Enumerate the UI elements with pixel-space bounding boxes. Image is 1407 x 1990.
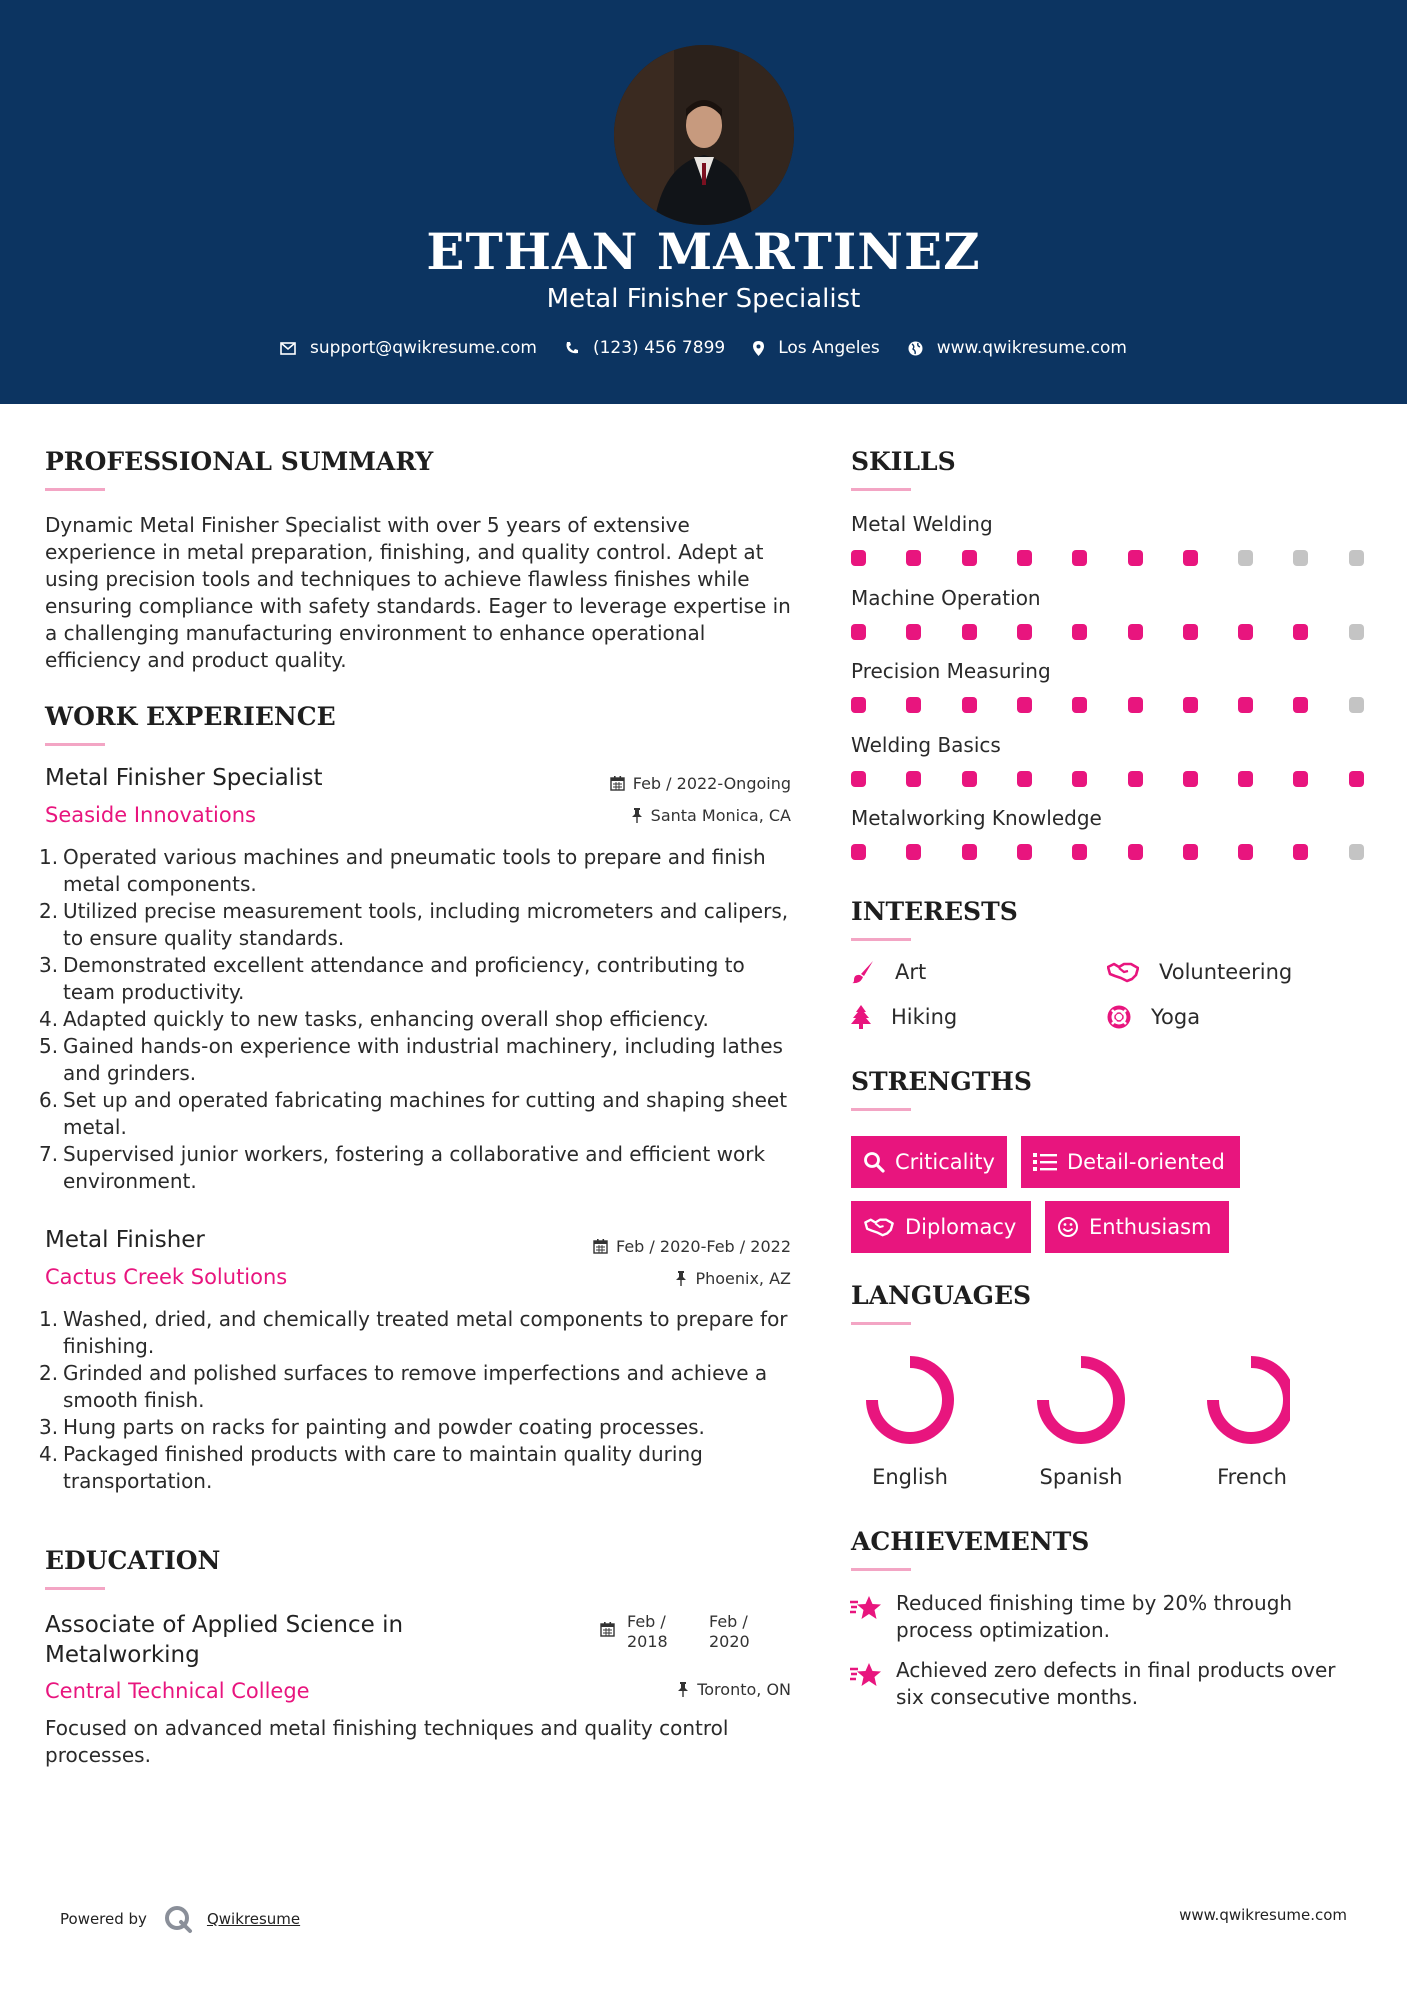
footer-website[interactable]: www.qwikresume.com	[1179, 1906, 1347, 1924]
interest-label: Yoga	[1151, 1005, 1201, 1029]
skill-dot-filled	[1072, 624, 1087, 640]
calendar-icon	[593, 1239, 608, 1254]
skill-dot-filled	[1128, 771, 1143, 787]
calendar-icon	[600, 1622, 615, 1637]
skill-dot-filled	[1128, 844, 1143, 860]
job-bullets	[39, 1306, 795, 1495]
job-company: Cactus Creek Solutions	[45, 1265, 288, 1289]
skill-dot-empty	[1293, 550, 1308, 566]
skill-name: Metalworking Knowledge	[851, 806, 1102, 830]
strength-badge-detail-oriented	[1021, 1136, 1240, 1188]
skill-dot-filled	[1183, 844, 1198, 860]
achievement-text: Reduced finishing time by 20% through process optimization.	[896, 1591, 1293, 1642]
email-text: support@qwikresume.com	[310, 338, 537, 358]
skill-rating	[851, 624, 1367, 640]
interest-item-art	[851, 960, 926, 984]
skill-dot-filled	[1072, 771, 1087, 787]
skill-dot-empty	[1349, 624, 1364, 640]
powered-by-text: Powered by	[60, 1910, 147, 1928]
achievements-heading: ACHIEVEMENTS	[851, 1527, 1090, 1556]
search-icon	[863, 1151, 885, 1173]
interest-item-volunteering	[1107, 960, 1292, 984]
skill-dot-filled	[1293, 771, 1308, 787]
skill-dot-filled	[851, 624, 866, 640]
pushpin-icon	[631, 808, 643, 823]
skill-dot-filled	[906, 697, 921, 713]
achievement-text: Achieved zero defects in final products over six consecutive months.	[896, 1658, 1336, 1709]
job-date	[593, 1237, 791, 1256]
skill-rating	[851, 550, 1367, 566]
interests-underline	[851, 938, 911, 941]
footer-powered-by	[60, 1904, 300, 1934]
skill-dot-filled	[1238, 624, 1253, 640]
skill-dot-filled	[1072, 550, 1087, 566]
skill-dot-filled	[1128, 550, 1143, 566]
languages-underline	[851, 1322, 911, 1325]
skill-dot-filled	[851, 771, 866, 787]
job-location	[631, 806, 791, 825]
degree-title: Associate of Applied Science in Metalworking	[45, 1612, 404, 1668]
skill-dot-filled	[1238, 697, 1253, 713]
list-icon	[1033, 1152, 1057, 1172]
school-name: Central Technical College	[45, 1679, 310, 1703]
interest-label: Hiking	[891, 1005, 958, 1029]
phone-text: (123) 456 7899	[592, 338, 726, 358]
skill-dot-filled	[962, 697, 977, 713]
skill-dot-filled	[1349, 771, 1364, 787]
strength-badge-diplomacy	[851, 1201, 1031, 1253]
profile-photo	[614, 45, 794, 225]
skill-dot-filled	[1128, 624, 1143, 640]
skills-heading: SKILLS	[851, 447, 956, 476]
globe-icon	[908, 341, 923, 356]
skill-dot-filled	[1183, 550, 1198, 566]
skill-dot-filled	[1183, 624, 1198, 640]
skill-rating	[851, 771, 1367, 787]
skill-dot-filled	[1072, 844, 1087, 860]
list-item: 2. Utilized precise measurement tools, including micrometers and calipers, to ensure quality standards.	[39, 899, 789, 950]
skill-dot-filled	[906, 550, 921, 566]
language-label: English	[872, 1465, 948, 1489]
skill-dot-filled	[1017, 550, 1032, 566]
skill-dot-filled	[1238, 771, 1253, 787]
list-item: 7. Supervised junior workers, fostering a collaborative and efficient work environment.	[39, 1142, 766, 1193]
education-start-date: Feb / 2018	[627, 1612, 668, 1651]
qwikresume-link[interactable]: Qwikresume	[206, 1910, 301, 1928]
skill-dot-filled	[906, 771, 921, 787]
job-date-text: Feb / 2020-Feb / 2022	[616, 1237, 791, 1256]
skill-dot-filled	[1017, 771, 1032, 787]
skill-name: Precision Measuring	[851, 659, 1051, 683]
skill-dot-filled	[1017, 844, 1032, 860]
skill-rating	[851, 697, 1367, 713]
job-title: Metal Finisher	[45, 1227, 205, 1253]
lifering-icon	[1107, 1005, 1131, 1029]
job-date	[610, 774, 791, 793]
contact-email[interactable]	[280, 338, 537, 358]
skill-dot-filled	[1072, 697, 1087, 713]
star-icon	[849, 1594, 883, 1622]
tree-icon	[851, 1005, 871, 1029]
smile-icon	[1057, 1216, 1079, 1238]
languages-heading: LANGUAGES	[851, 1281, 1032, 1310]
interest-label: Art	[895, 960, 927, 984]
skill-dot-filled	[1238, 844, 1253, 860]
skill-dot-filled	[1293, 624, 1308, 640]
strength-label: Diplomacy	[905, 1215, 1017, 1239]
contact-website[interactable]	[908, 338, 1127, 358]
job-bullets	[39, 844, 795, 1195]
skill-dot-empty	[1238, 550, 1253, 566]
pushpin-icon	[675, 1271, 687, 1286]
job-company: Seaside Innovations	[45, 803, 256, 827]
language-label: French	[1217, 1465, 1287, 1489]
skill-dot-filled	[1128, 697, 1143, 713]
qwikresume-logo-icon	[163, 1904, 193, 1934]
interest-item-hiking	[851, 1005, 957, 1029]
skill-dot-filled	[962, 771, 977, 787]
skill-name: Welding Basics	[851, 732, 1001, 757]
education-description: Focused on advanced metal finishing techniques and quality control processes.	[45, 1716, 729, 1767]
language-rings	[850, 1345, 1290, 1455]
education-heading: EDUCATION	[45, 1546, 221, 1575]
list-item: 5. Gained hands-on experience with industrial machinery, including lathes and grinders.	[39, 1034, 783, 1085]
interest-item-yoga	[1107, 1005, 1200, 1029]
experience-underline	[45, 743, 105, 746]
list-item: 4. Packaged finished products with care to maintain quality during transportation.	[39, 1442, 703, 1493]
summary-text: Dynamic Metal Finisher Specialist with over 5 years of extensive experience in metal preparation, finishing, and quality control. Adept at using precision tools and techniques to achieve flawless finishes while ensuring compliance with safety standards. Eager to leverage expertise in a challenging manufacturing environment to enhance operational efficiency and product quality.	[45, 513, 791, 672]
skill-dot-filled	[1017, 624, 1032, 640]
experience-heading: WORK EXPERIENCE	[45, 702, 336, 731]
handshake-icon	[863, 1217, 895, 1237]
education-location-text: Toronto, ON	[697, 1680, 791, 1699]
skill-dot-filled	[1183, 697, 1198, 713]
handshake-icon	[1107, 961, 1139, 983]
star-icon	[849, 1661, 883, 1689]
skill-name: Metal Welding	[851, 512, 993, 536]
achievements-underline	[851, 1568, 911, 1571]
language-ring-spanish	[1043, 1362, 1119, 1438]
skill-dot-filled	[962, 550, 977, 566]
skills-underline	[851, 488, 911, 491]
education-end-date: Feb / 2020	[709, 1612, 750, 1651]
list-item: 6. Set up and operated fabricating machines for cutting and shaping sheet metal.	[39, 1088, 788, 1139]
interest-label: Volunteering	[1159, 960, 1293, 984]
list-item: 3. Hung parts on racks for painting and powder coating processes.	[39, 1415, 705, 1439]
summary-heading: PROFESSIONAL SUMMARY	[45, 447, 434, 476]
candidate-name: ETHAN MARTINEZ	[426, 222, 981, 281]
skill-dot-filled	[1017, 697, 1032, 713]
job-location	[675, 1269, 791, 1288]
strength-badge-criticality	[851, 1136, 1007, 1188]
job-title: Metal Finisher Specialist	[45, 765, 323, 791]
contact-phone[interactable]	[565, 338, 725, 358]
skill-dot-filled	[1183, 771, 1198, 787]
map-pin-icon	[753, 341, 764, 356]
education-underline	[45, 1587, 105, 1590]
skill-dot-filled	[962, 844, 977, 860]
paintbrush-icon	[851, 960, 875, 984]
skill-dot-empty	[1349, 550, 1364, 566]
list-item: 1. Washed, dried, and chemically treated metal components to prepare for finishing.	[39, 1307, 788, 1358]
language-ring-english	[872, 1362, 948, 1438]
job-location-text: Santa Monica, CA	[650, 806, 791, 825]
phone-icon	[565, 341, 579, 355]
location-text: Los Angeles	[778, 338, 880, 358]
job-location-text: Phoenix, AZ	[695, 1269, 791, 1288]
summary-underline	[45, 488, 105, 491]
language-ring-french	[1213, 1362, 1289, 1438]
skill-dot-filled	[851, 697, 866, 713]
skill-dot-empty	[1349, 844, 1364, 860]
strength-badge-enthusiasm	[1045, 1201, 1229, 1253]
calendar-icon	[610, 776, 625, 791]
skill-dot-filled	[1293, 697, 1308, 713]
pushpin-icon	[677, 1682, 689, 1697]
language-label: Spanish	[1039, 1465, 1123, 1489]
candidate-title: Metal Finisher Specialist	[546, 284, 861, 314]
strength-label: Enthusiasm	[1089, 1215, 1212, 1239]
skill-dot-filled	[851, 844, 866, 860]
strengths-heading: STRENGTHS	[851, 1067, 1032, 1096]
skill-dot-filled	[851, 550, 866, 566]
strength-label: Detail-oriented	[1067, 1150, 1225, 1174]
resume-header	[0, 0, 1407, 404]
strengths-underline	[851, 1108, 911, 1111]
list-item: 1. Operated various machines and pneumatic tools to prepare and finish metal components.	[39, 845, 766, 896]
contact-location	[753, 338, 880, 358]
skill-dot-filled	[906, 844, 921, 860]
education-date	[600, 1612, 769, 1652]
envelope-icon	[280, 342, 296, 355]
list-item: 4. Adapted quickly to new tasks, enhancing overall shop efficiency.	[39, 1007, 709, 1031]
education-location	[677, 1680, 791, 1699]
website-text: www.qwikresume.com	[936, 338, 1127, 358]
skill-name: Machine Operation	[851, 585, 1041, 610]
list-item: 2. Grinded and polished surfaces to remove imperfections and achieve a smooth finish.	[39, 1361, 768, 1412]
contact-row	[0, 338, 1407, 358]
skill-dot-empty	[1349, 697, 1364, 713]
job-date-text: Feb / 2022-Ongoing	[632, 774, 791, 793]
skill-dot-filled	[962, 624, 977, 640]
list-item: 3. Demonstrated excellent attendance and proficiency, contributing to team productivity.	[39, 953, 745, 1004]
interests-heading: INTERESTS	[851, 897, 1018, 926]
skill-rating	[851, 844, 1367, 860]
skill-dot-filled	[1293, 844, 1308, 860]
strength-label: Criticality	[895, 1150, 995, 1174]
skill-dot-filled	[906, 624, 921, 640]
